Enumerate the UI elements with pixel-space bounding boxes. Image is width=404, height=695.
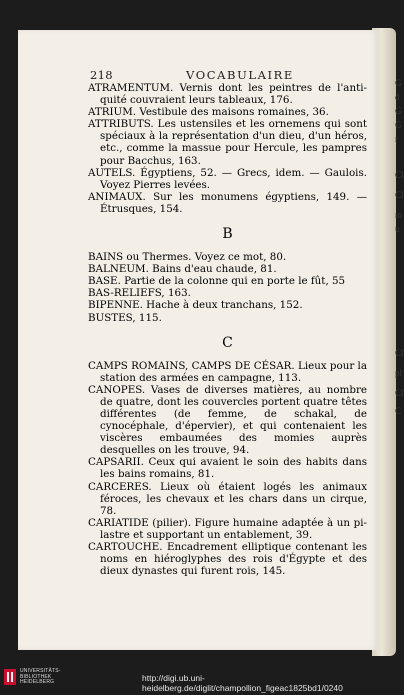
entry-atramentum: ATRAMENTUM. Vernis dont les peintres de l'antiquité couvraient leurs tableaux, 176. — [88, 82, 367, 107]
entry-camps-romains: CAMPS ROMAINS, CAMPS DE CÉSAR. Lieux pour la station des armées en campagne, 113. — [88, 359, 367, 384]
entry-bas-reliefs: BAS-RELIEFS, 163. — [88, 287, 191, 300]
edge-letter: pl — [395, 368, 403, 378]
vocabulary-text — [88, 82, 367, 577]
next-page-edge-text — [395, 78, 404, 418]
library-line: HEIDELBERG — [20, 679, 55, 685]
entry-cartouche: CARTOUCHE. Encadrement elliptique contenant les noms en hiéroglyphes des rois d'Égypte et des dieux dynastes qui furent rois, 145. — [88, 541, 367, 578]
edge-letter: Cl — [395, 348, 404, 358]
entry-attributs: ATTRIBUTS. Les ustensiles et les ornemens qui sont spéciaux à la représentation d'un dieu, d'un héros, etc., comme la massue pour Hercule, les pampres pour Bacchus, 163. — [88, 118, 367, 167]
entry-autels: AUTELS. Égyptiens, 52. — Grecs, idem. — Gaulois. Voyez Pierres levées. — [88, 166, 367, 191]
library-line: BIBLIOTHEK — [20, 673, 52, 680]
edge-letter: G — [395, 78, 402, 88]
edge-letter: Cl — [395, 388, 404, 398]
entry-base: BASE. Partie de la colonne qui en porte le fût, 55 — [88, 275, 346, 288]
edge-letter: r — [395, 134, 398, 144]
edge-letter: Cl — [395, 170, 404, 180]
edge-letter: Cl — [395, 190, 404, 200]
section-heading-c: C — [222, 334, 233, 351]
source-url-link[interactable]: http://digi.ub.uni-heidelberg.de/diglit/champollion_figeac1825bd1/0240 — [142, 673, 343, 693]
viewer-footer — [0, 665, 404, 695]
entry-balneum: BALNEUM. Bains d'eau chaude, 81. — [88, 263, 277, 276]
entry-bains: BAINS ou Thermes. Voyez ce mot, 80. — [88, 251, 287, 264]
entry-cariatide: CARIATIDE (pilier). Figure humaine adaptée à un pilastre et supportant un entablement, 39. — [88, 516, 367, 541]
entry-bipenne: BIPENNE. Hache à deux tranchans, 152. — [88, 299, 303, 312]
entry-animaux: ANIMAUX. Sur les monumens égyptiens, 149. — Étrusques, 154. — [88, 190, 367, 215]
library-line: UNIVERSITÄTS- — [20, 668, 61, 674]
edge-letter: G — [395, 106, 402, 116]
edge-letter: m — [395, 210, 403, 220]
university-library-logo-icon — [4, 669, 16, 685]
edge-letter: u — [395, 224, 400, 234]
library-name — [20, 669, 61, 686]
edge-letter: G — [395, 120, 402, 130]
edge-letter: d — [395, 92, 400, 102]
edge-letter: C — [395, 406, 402, 416]
entry-capsarii: CAPSARII. Ceux qui avaient le soin des habits dans les bains romains, 81. — [88, 456, 367, 481]
page-number: 218 — [90, 68, 113, 82]
section-heading-b: B — [222, 226, 233, 243]
entry-canopes: CANOPES. Vases de diverses matières, au nombre de quatre, dont les couvercles portent quatre têtes différentes (de femme, de schakal, de cynocéphale, d'épervier), et qui contenaient les viscères embaumées des momies auprès desquelles on les trouve, 94. — [88, 383, 367, 457]
entry-atrium: ATRIUM. Vestibule des maisons romaines, 36. — [88, 106, 329, 119]
entry-bustes: BUSTES, 115. — [88, 311, 162, 324]
entry-carceres: CARCERES. Lieux où étaient logés les animaux féroces, les chevaux et les chars dans un cirque, 78. — [88, 480, 367, 517]
running-title: VOCABULAIRE — [186, 68, 294, 82]
